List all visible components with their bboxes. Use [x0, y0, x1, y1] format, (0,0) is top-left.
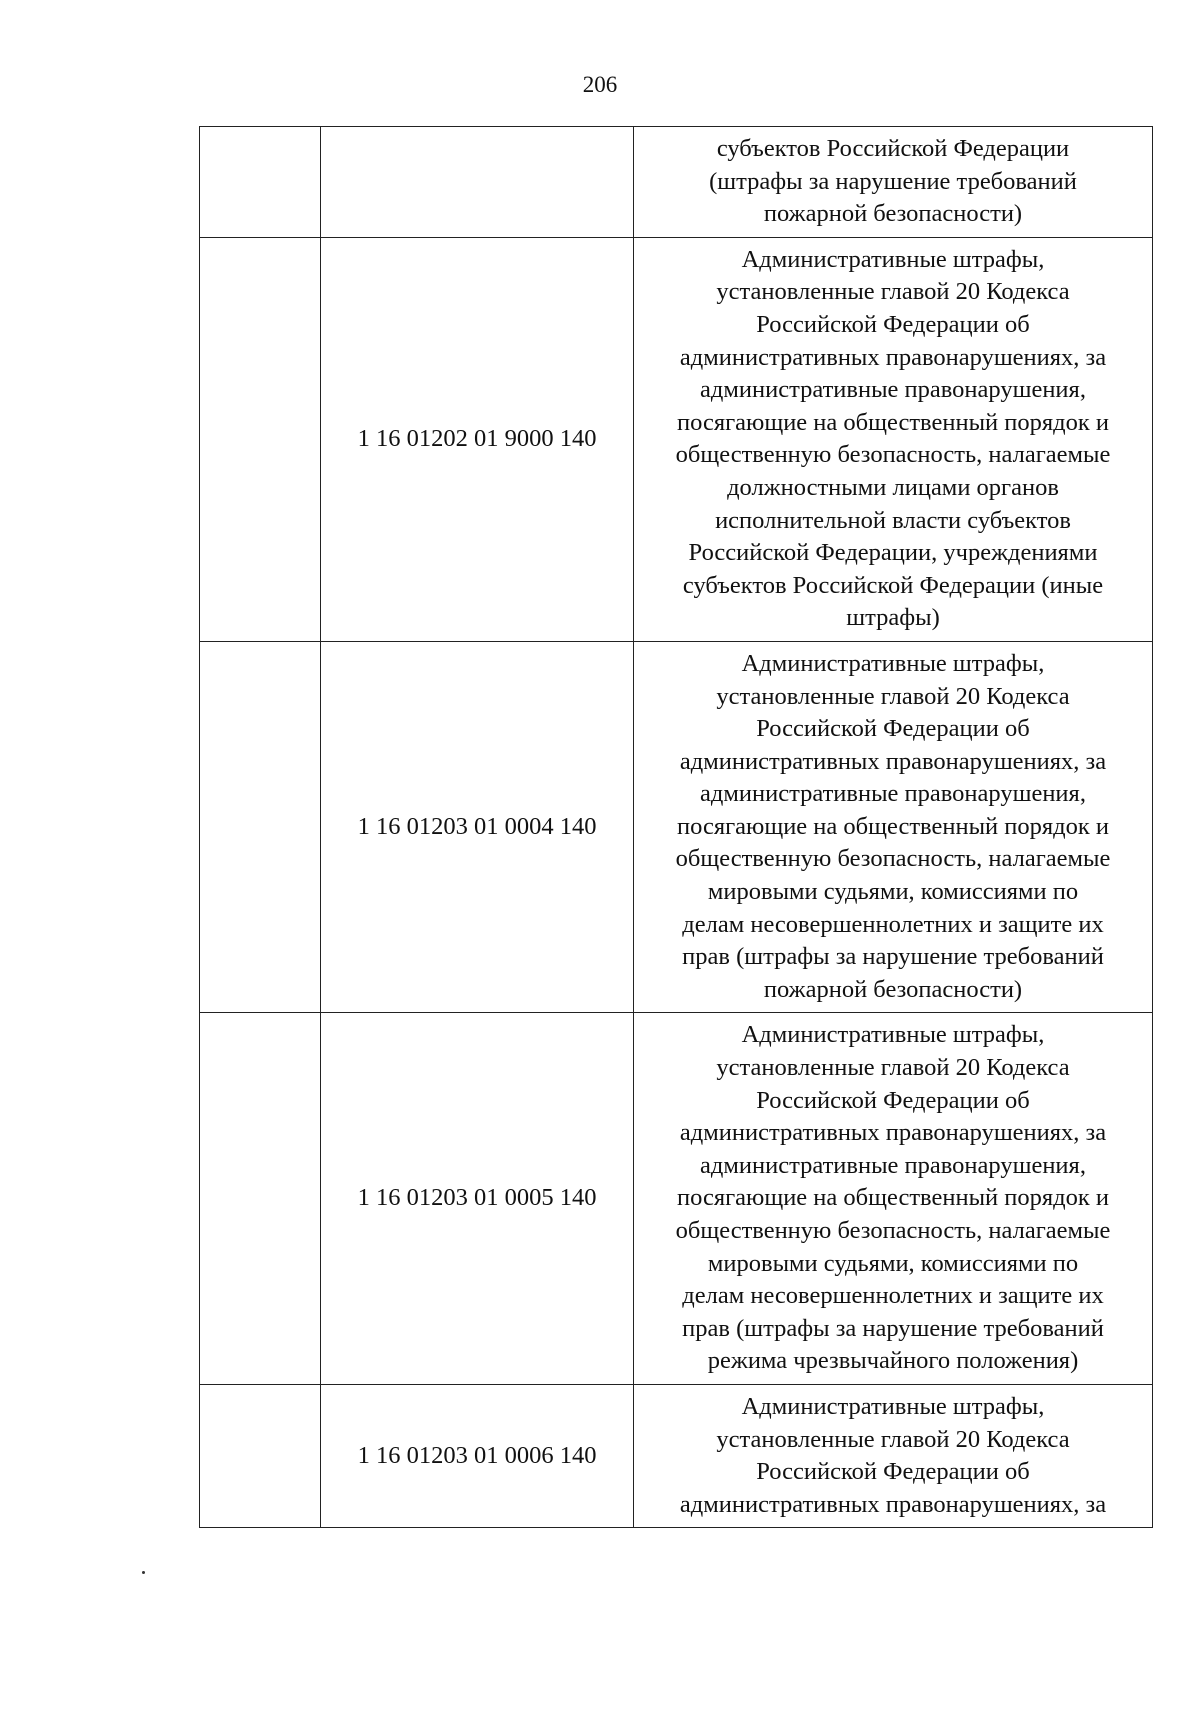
description-line: делам несовершеннолетних и защите их	[682, 1282, 1104, 1310]
page-number: 206	[582, 72, 618, 97]
description-line: посягающие на общественный порядок и	[676, 408, 1110, 436]
table-cell-description	[634, 237, 1153, 641]
description-line: посягающие на общественный порядок и	[676, 1184, 1110, 1212]
table-cell-code: 1 16 01203 01 0004 140	[321, 641, 634, 1013]
table-cell-empty	[200, 641, 321, 1013]
description-line: должностными лицами органов	[727, 473, 1059, 501]
description-line: установленные главой 20 Кодекса	[716, 682, 1070, 710]
description-line: Административные штрафы,	[741, 1392, 1045, 1420]
table-cell-code	[321, 127, 634, 238]
description-text	[634, 642, 1152, 1013]
table-cell-description	[634, 641, 1153, 1013]
description-line: административных правонарушениях, за	[679, 343, 1107, 371]
description-line: установленные главой 20 Кодекса	[716, 1054, 1070, 1082]
description-line: прав (штрафы за нарушение требований	[682, 943, 1104, 971]
description-line: общественную безопасность, налагаемые	[675, 845, 1111, 873]
description-line: Российской Федерации об	[756, 1458, 1030, 1486]
description-line: (штрафы за нарушение требований	[709, 167, 1077, 195]
description-line: Административные штрафы,	[741, 649, 1045, 677]
description-line: штрафы)	[846, 604, 940, 632]
description-line: административных правонарушениях, за	[679, 1490, 1107, 1518]
description-line: административные правонарушения,	[700, 376, 1086, 404]
table-cell-description	[634, 1384, 1153, 1527]
description-text	[634, 1013, 1152, 1384]
description-line: Административные штрафы,	[741, 245, 1045, 273]
description-line: административных правонарушениях, за	[679, 747, 1107, 775]
description-text	[634, 238, 1152, 641]
description-line: прав (штрафы за нарушение требований	[682, 1314, 1104, 1342]
table-row	[200, 1384, 1153, 1527]
description-line: административные правонарушения,	[700, 780, 1086, 808]
description-line: режима чрезвычайного положения)	[707, 1347, 1079, 1375]
table-cell-empty	[200, 237, 321, 641]
description-text	[634, 1385, 1152, 1527]
table-cell-description	[634, 1013, 1153, 1385]
description-line: установленные главой 20 Кодекса	[716, 1425, 1070, 1453]
description-line: исполнительной власти субъектов	[715, 506, 1071, 534]
description-line: мировыми судьями, комиссиями по	[707, 1249, 1079, 1277]
table-cell-empty	[200, 127, 321, 238]
description-line: субъектов Российской Федерации	[716, 135, 1070, 162]
description-line: посягающие на общественный порядок и	[676, 812, 1110, 840]
table-cell-code: 1 16 01203 01 0006 140	[321, 1384, 634, 1527]
description-line: Административные штрафы,	[741, 1021, 1045, 1049]
table-row	[200, 237, 1153, 641]
table-cell-empty	[200, 1384, 321, 1527]
description-line: Российской Федерации об	[756, 715, 1030, 743]
description-line: Российской Федерации об	[756, 310, 1030, 338]
description-line: административных правонарушениях, за	[679, 1119, 1107, 1147]
table-cell-description	[634, 127, 1153, 238]
budget-code-table	[199, 126, 1153, 1528]
description-line: Российской Федерации об	[756, 1086, 1030, 1114]
table-row	[200, 641, 1153, 1013]
table-cell-code: 1 16 01203 01 0005 140	[321, 1013, 634, 1385]
description-line: мировыми судьями, комиссиями по	[707, 878, 1079, 906]
table-row	[200, 127, 1153, 238]
description-line: административные правонарушения,	[700, 1151, 1086, 1179]
scan-speck	[142, 1571, 145, 1574]
table-row	[200, 1013, 1153, 1385]
description-line: Российской Федерации, учреждениями	[688, 539, 1098, 567]
description-text	[634, 127, 1152, 237]
description-line: пожарной безопасности)	[763, 975, 1023, 1003]
table-cell-code: 1 16 01202 01 9000 140	[321, 237, 634, 641]
description-line: делам несовершеннолетних и защите их	[682, 910, 1104, 938]
table-cell-empty	[200, 1013, 321, 1385]
description-line: субъектов Российской Федерации (иные	[682, 571, 1104, 599]
description-line: пожарной безопасности)	[763, 200, 1023, 228]
description-line: установленные главой 20 Кодекса	[716, 278, 1070, 306]
description-line: общественную безопасность, налагаемые	[675, 1217, 1111, 1244]
description-line: общественную безопасность, налагаемые	[675, 441, 1111, 469]
